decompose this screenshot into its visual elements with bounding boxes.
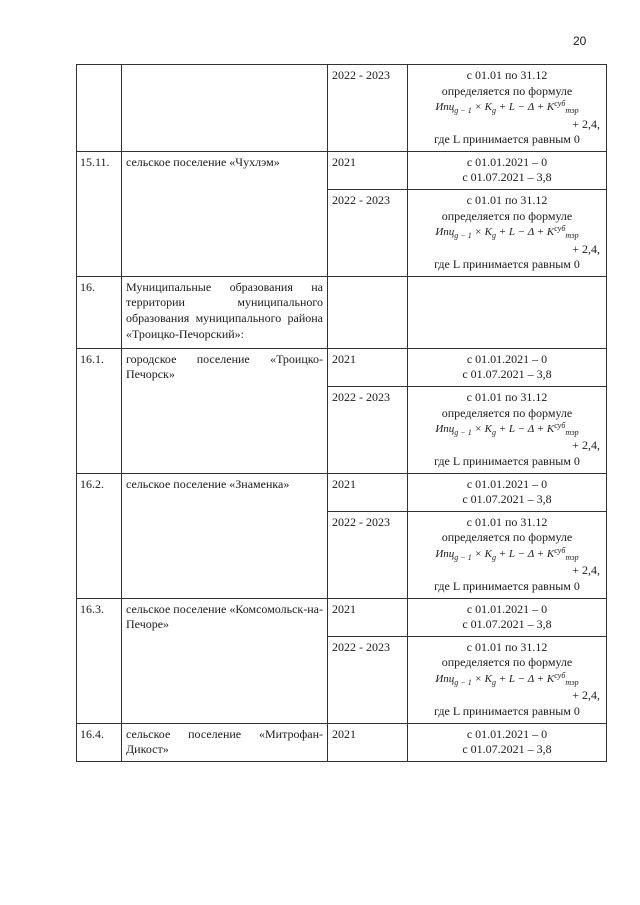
formula: $Ипц_{g - 1} \times K_g + L - \Delta + K^{суб}_{тэр}$ bbox=[435, 546, 579, 563]
index-value bbox=[408, 723, 607, 761]
value-note: где L принимается равным 0 bbox=[434, 703, 580, 718]
period-year: 2021 bbox=[328, 348, 408, 386]
municipality-name: сельское поселение «Чухлэм» bbox=[122, 151, 328, 276]
formula: $Ипц_{g - 1} \times K_g + L - \Delta + K^{суб}_{тэр}$ bbox=[435, 224, 579, 241]
row-number: 16.4. bbox=[77, 723, 122, 761]
municipality-name bbox=[122, 65, 328, 152]
row-number: 16.1. bbox=[77, 348, 122, 473]
value-line: определяется по формуле bbox=[441, 83, 573, 98]
index-value bbox=[408, 636, 607, 723]
value-line: с 01.01 по 31.12 bbox=[466, 639, 548, 654]
index-value bbox=[408, 511, 607, 598]
formula-tail: + 2,4, bbox=[572, 563, 600, 578]
table-row bbox=[77, 598, 607, 636]
index-value bbox=[408, 276, 607, 348]
value-line: определяется по формуле bbox=[441, 530, 573, 545]
period-year: 2021 bbox=[328, 473, 408, 511]
index-value bbox=[408, 386, 607, 473]
value-line: с 01.07.2021 – 3,8 bbox=[462, 742, 552, 757]
formula-tail: + 2,4, bbox=[572, 438, 600, 453]
table-row bbox=[77, 723, 607, 761]
formula-tail: + 2,4, bbox=[572, 116, 600, 131]
row-number bbox=[77, 65, 122, 152]
formula: $Ипц_{g - 1} \times K_g + L - \Delta + K^{суб}_{тэр}$ bbox=[435, 421, 579, 438]
table-row bbox=[77, 473, 607, 511]
value-line: с 01.01 по 31.12 bbox=[466, 68, 548, 82]
value-line: определяется по формуле bbox=[441, 208, 573, 223]
table-row bbox=[77, 276, 607, 348]
table-row bbox=[77, 65, 607, 152]
formula-tail: + 2,4, bbox=[572, 241, 600, 256]
value-line: с 01.01.2021 – 0 bbox=[466, 601, 548, 616]
value-note: где L принимается равным 0 bbox=[434, 132, 580, 147]
value-line: с 01.07.2021 – 3,8 bbox=[462, 617, 552, 632]
value-note: где L принимается равным 0 bbox=[434, 454, 580, 469]
municipality-name: сельское поселение «Митрофан-Дикост» bbox=[122, 723, 328, 761]
row-number: 16. bbox=[77, 276, 122, 348]
value-line: с 01.07.2021 – 3,8 bbox=[462, 492, 552, 507]
value-line: с 01.01.2021 – 0 bbox=[466, 154, 548, 169]
formula-tail: + 2,4, bbox=[572, 688, 600, 703]
value-line: с 01.01 по 31.12 bbox=[466, 389, 548, 404]
municipality-name: Муниципальные образования на территории муниципального образования муниципального района «Троицко-Печорский»: bbox=[122, 276, 328, 348]
period-year: 2021 bbox=[328, 723, 408, 761]
period-year: 2022 - 2023 bbox=[328, 636, 408, 723]
value-note: где L принимается равным 0 bbox=[434, 257, 580, 272]
page-number: 20 bbox=[573, 34, 587, 48]
index-value bbox=[408, 473, 607, 511]
period-year: 2021 bbox=[328, 598, 408, 636]
period-year bbox=[328, 276, 408, 348]
period-year: 2021 bbox=[328, 151, 408, 189]
tariff-table bbox=[76, 64, 607, 762]
period-year: 2022 - 2023 bbox=[328, 65, 408, 152]
value-line: с 01.01 по 31.12 bbox=[466, 192, 548, 207]
value-line: определяется по формуле bbox=[441, 405, 573, 420]
row-number: 16.3. bbox=[77, 598, 122, 723]
index-value bbox=[408, 65, 607, 152]
period-year: 2022 - 2023 bbox=[328, 189, 408, 276]
formula: $Ипц_{g - 1} \times K_g + L - \Delta + K^{суб}_{тэр}$ bbox=[435, 99, 579, 116]
period-year: 2022 - 2023 bbox=[328, 386, 408, 473]
index-value bbox=[408, 151, 607, 189]
index-value bbox=[408, 189, 607, 276]
value-line: с 01.01 по 31.12 bbox=[466, 514, 548, 529]
row-number: 16.2. bbox=[77, 473, 122, 598]
value-line: с 01.01.2021 – 0 bbox=[466, 726, 548, 741]
municipality-name: сельское поселение «Комсомольск-на-Печоре» bbox=[122, 598, 328, 723]
value-line: с 01.01.2021 – 0 bbox=[466, 476, 548, 491]
value-line: определяется по формуле bbox=[441, 655, 573, 670]
index-value bbox=[408, 598, 607, 636]
municipality-name: сельское поселение «Знаменка» bbox=[122, 473, 328, 598]
row-number: 15.11. bbox=[77, 151, 122, 276]
formula: $Ипц_{g - 1} \times K_g + L - \Delta + K^{суб}_{тэр}$ bbox=[435, 671, 579, 687]
table-row bbox=[77, 151, 607, 189]
index-value bbox=[408, 348, 607, 386]
municipality-name: городское поселение «Троицко-Печорск» bbox=[122, 348, 328, 473]
value-line: с 01.01.2021 – 0 bbox=[466, 351, 548, 366]
value-line: с 01.07.2021 – 3,8 bbox=[462, 367, 552, 382]
value-note: где L принимается равным 0 bbox=[434, 579, 580, 594]
value-line: с 01.07.2021 – 3,8 bbox=[462, 170, 552, 185]
period-year: 2022 - 2023 bbox=[328, 511, 408, 598]
table-row bbox=[77, 348, 607, 386]
